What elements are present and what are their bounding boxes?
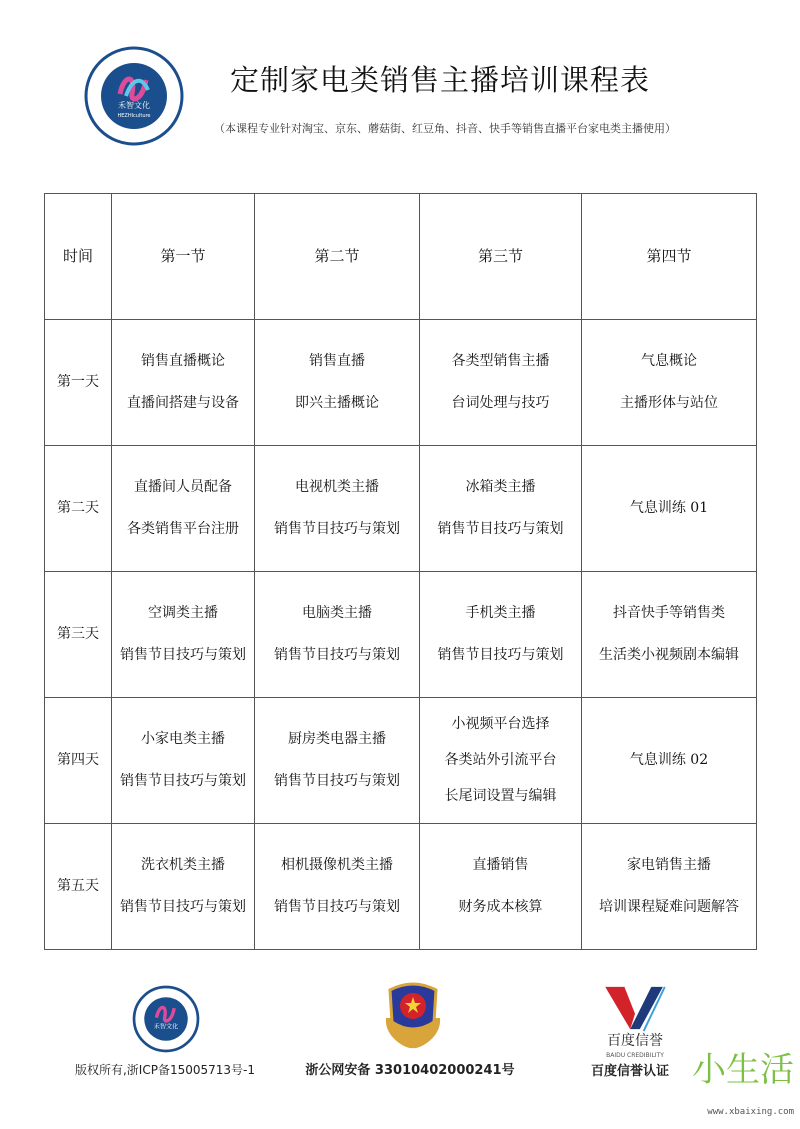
course-cell xyxy=(255,446,420,572)
course-line: 销售节目技巧与策划 xyxy=(437,521,564,537)
column-header-label: 第四节 xyxy=(646,247,692,265)
column-header-label: 时间 xyxy=(62,247,93,265)
course-line: 各类站外引流平台 xyxy=(444,752,557,768)
course-line: 电视机类主播 xyxy=(295,479,379,495)
course-line: 销售节目技巧与策划 xyxy=(274,647,400,663)
course-line: 各类型销售主播 xyxy=(451,353,550,369)
course-line: 销售节目技巧与策划 xyxy=(120,899,246,915)
column-header xyxy=(112,194,255,320)
course-line: 各类销售平台注册 xyxy=(127,521,239,537)
watermark xyxy=(690,1050,796,1126)
course-line: 生活类小视频剧本编辑 xyxy=(599,647,739,663)
course-line: 销售节目技巧与策划 xyxy=(120,773,246,789)
course-line: 抖音快手等销售类 xyxy=(613,605,725,621)
course-line: 直播间人员配备 xyxy=(134,479,232,495)
course-line: 销售节目技巧与策划 xyxy=(274,899,400,915)
course-line: 销售直播概论 xyxy=(141,353,225,369)
course-cell xyxy=(255,824,420,950)
course-line: 相机摄像机类主播 xyxy=(281,857,393,873)
page-subtitle: （本课程专业针对淘宝、京东、蘑菇街、红豆角、抖音、快手等销售直播平台家电类主播使用） xyxy=(214,122,676,135)
course-line: 洗衣机类主播 xyxy=(141,857,225,873)
course-line: 气息概论 xyxy=(641,353,697,369)
course-line: 财务成本核算 xyxy=(458,899,543,915)
course-line: 小视频平台选择 xyxy=(451,716,550,732)
course-line: 冰箱类主播 xyxy=(465,479,536,495)
course-line: 长尾词设置与编辑 xyxy=(444,788,557,804)
column-header xyxy=(582,194,757,320)
course-cell xyxy=(420,698,582,824)
course-line: 空调类主播 xyxy=(148,605,218,621)
course-line: 家电销售主播 xyxy=(627,857,711,873)
course-line: 销售节目技巧与策划 xyxy=(274,773,400,789)
course-cell xyxy=(582,824,757,950)
course-line: 气息训练 01 xyxy=(629,500,709,516)
table-row xyxy=(45,698,757,824)
course-line: 电脑类主播 xyxy=(302,605,372,621)
column-header-label: 第二节 xyxy=(314,247,360,265)
day-cell xyxy=(45,698,112,824)
course-cell xyxy=(112,320,255,446)
course-cell xyxy=(112,446,255,572)
course-cell xyxy=(112,824,255,950)
baidu-cert-text: 百度信誉认证 xyxy=(590,1064,669,1079)
svg-text:禾智文化: 禾智文化 xyxy=(118,101,150,110)
course-line: 厨房类电器主播 xyxy=(288,731,386,747)
day-label: 第三天 xyxy=(57,626,99,642)
header-row xyxy=(45,194,757,320)
table-row xyxy=(45,320,757,446)
table-row xyxy=(45,824,757,950)
course-schedule-table xyxy=(44,193,757,950)
course-cell xyxy=(420,572,582,698)
column-header-label: 第三节 xyxy=(477,247,523,265)
course-cell xyxy=(255,572,420,698)
day-cell xyxy=(45,446,112,572)
course-line: 培训课程疑难问题解答 xyxy=(599,899,739,915)
day-label: 第四天 xyxy=(57,752,99,768)
day-label: 第五天 xyxy=(57,878,99,894)
course-cell xyxy=(112,572,255,698)
watermark-url: www.xbaixing.com xyxy=(707,1107,794,1117)
course-cell xyxy=(582,572,757,698)
course-cell xyxy=(582,446,757,572)
course-cell xyxy=(582,320,757,446)
course-line: 销售节目技巧与策划 xyxy=(437,647,564,663)
course-cell xyxy=(420,446,582,572)
day-cell xyxy=(45,320,112,446)
column-header xyxy=(45,194,112,320)
course-line: 销售直播 xyxy=(309,353,365,369)
course-line: 销售节目技巧与策划 xyxy=(120,647,246,663)
company-logo xyxy=(84,46,184,146)
copyright-text: 版权所有,浙ICP备15005713号-1 xyxy=(74,1063,255,1077)
day-label: 第一天 xyxy=(57,374,99,390)
course-line: 台词处理与技巧 xyxy=(451,395,550,411)
course-line: 即兴主播概论 xyxy=(295,395,379,411)
svg-text:禾智文化: 禾智文化 xyxy=(153,1023,179,1031)
police-record-text: 浙公网安备 33010402000241号 xyxy=(305,1063,515,1078)
company-logo-small xyxy=(132,985,200,1053)
course-line: 小家电类主播 xyxy=(141,731,225,747)
day-cell xyxy=(45,824,112,950)
course-cell xyxy=(420,824,582,950)
column-header xyxy=(420,194,582,320)
baidu-logo-text: 百度信誉 xyxy=(607,1033,663,1049)
course-cell xyxy=(255,320,420,446)
day-cell xyxy=(45,572,112,698)
course-cell xyxy=(112,698,255,824)
watermark-text: 小生活 xyxy=(692,1050,794,1090)
course-line: 手机类主播 xyxy=(465,605,536,621)
course-cell xyxy=(255,698,420,824)
course-line: 销售节目技巧与策划 xyxy=(274,521,400,537)
day-label: 第二天 xyxy=(57,500,99,516)
course-cell xyxy=(582,698,757,824)
page-title: 定制家电类销售主播培训课程表 xyxy=(229,63,650,97)
svg-text:HEZHIculture: HEZHIculture xyxy=(117,113,151,119)
course-line: 主播形体与站位 xyxy=(620,395,718,411)
baidu-logo-sub: BAIDU CREDIBILITY xyxy=(606,1052,664,1059)
column-header xyxy=(255,194,420,320)
column-header-label: 第一节 xyxy=(160,247,206,265)
table-row xyxy=(45,572,757,698)
course-line: 直播销售 xyxy=(472,857,529,873)
course-line: 气息训练 02 xyxy=(629,752,709,768)
police-emblem-icon xyxy=(378,978,448,1050)
course-cell xyxy=(420,320,582,446)
table-row xyxy=(45,446,757,572)
baidu-credibility-logo xyxy=(600,985,670,1033)
course-line: 直播间搭建与设备 xyxy=(127,395,239,411)
